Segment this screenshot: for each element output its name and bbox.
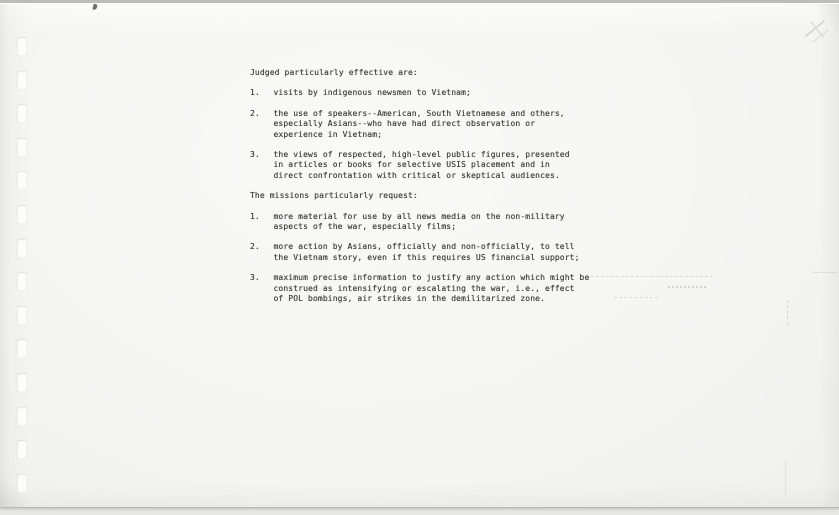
text-line: experience in Vietnam; — [273, 129, 383, 139]
ink-speck — [92, 4, 97, 11]
list-item-number: 1. — [250, 88, 260, 98]
section2-heading: The missions particularly request: — [250, 191, 418, 201]
list-item-number: 3. — [250, 273, 260, 283]
binding-hole — [17, 272, 27, 291]
text-line: more action by Asians, officially and non-officially, to tell — [273, 242, 575, 252]
text-line: the use of speakers--American, South Vietnamese and others, — [273, 108, 565, 118]
binding-hole — [17, 339, 27, 358]
pencil-mark — [803, 15, 833, 47]
text-line: visits by indigenous newsmen to Vietnam; — [273, 88, 471, 98]
list-item-text — [274, 150, 570, 181]
scan-artifact-dash — [668, 286, 706, 288]
list-item — [250, 242, 630, 263]
document-text — [250, 68, 630, 315]
text-line: aspects of the war, especially films; — [273, 222, 457, 232]
list-item-number: 3. — [250, 150, 260, 160]
binding-hole — [17, 71, 27, 90]
binding-hole — [17, 306, 27, 325]
list-item-text — [274, 212, 565, 233]
list-item-text — [274, 88, 471, 98]
binding-hole — [17, 407, 27, 426]
text-line: in articles or books for selective USIS placement and in — [273, 160, 550, 170]
text-line: the Vietnam story, even if this requires US financial support; — [273, 252, 580, 262]
binding-hole — [17, 138, 27, 157]
list-item-text — [274, 242, 580, 263]
list-item — [250, 109, 630, 140]
section1-heading: Judged particularly effective are: — [250, 68, 418, 77]
list-item — [250, 273, 630, 304]
text-line: more material for use by all news media on the non-military — [273, 211, 565, 221]
text-line: construed as intensifying or escalating the war, i.e., effect — [273, 283, 575, 293]
text-line: especially Asians--who have had direct observation or — [273, 119, 536, 129]
document-page — [0, 3, 839, 508]
scan-artifact-crease — [785, 460, 786, 496]
list-item-text — [274, 273, 590, 304]
binding-hole — [17, 104, 27, 123]
scan-artifact-crease — [787, 300, 788, 325]
binding-hole — [17, 239, 27, 258]
binding-hole — [17, 373, 27, 392]
list-item-number: 1. — [250, 211, 260, 221]
list-item-number: 2. — [250, 108, 260, 118]
binding-hole — [17, 440, 27, 459]
list-item — [250, 212, 630, 233]
text-line: of POL bombings, air strikes in the demilitarized zone. — [273, 294, 546, 304]
binding-hole — [17, 37, 27, 56]
list-item-number: 2. — [250, 242, 260, 252]
binding-hole — [17, 171, 27, 190]
binding-hole — [17, 205, 27, 224]
list-item-text — [274, 109, 565, 140]
text-line: the views of respected, high-level public figures, presented — [273, 150, 570, 160]
scan-artifact-dash — [813, 272, 837, 273]
text-line: maximum precise information to justify any action which might be — [273, 273, 590, 283]
text-line: direct confrontation with critical or skeptical audiences. — [273, 170, 560, 180]
list-item — [250, 88, 630, 98]
list-item — [250, 150, 630, 181]
page-corner-shade — [0, 467, 26, 507]
